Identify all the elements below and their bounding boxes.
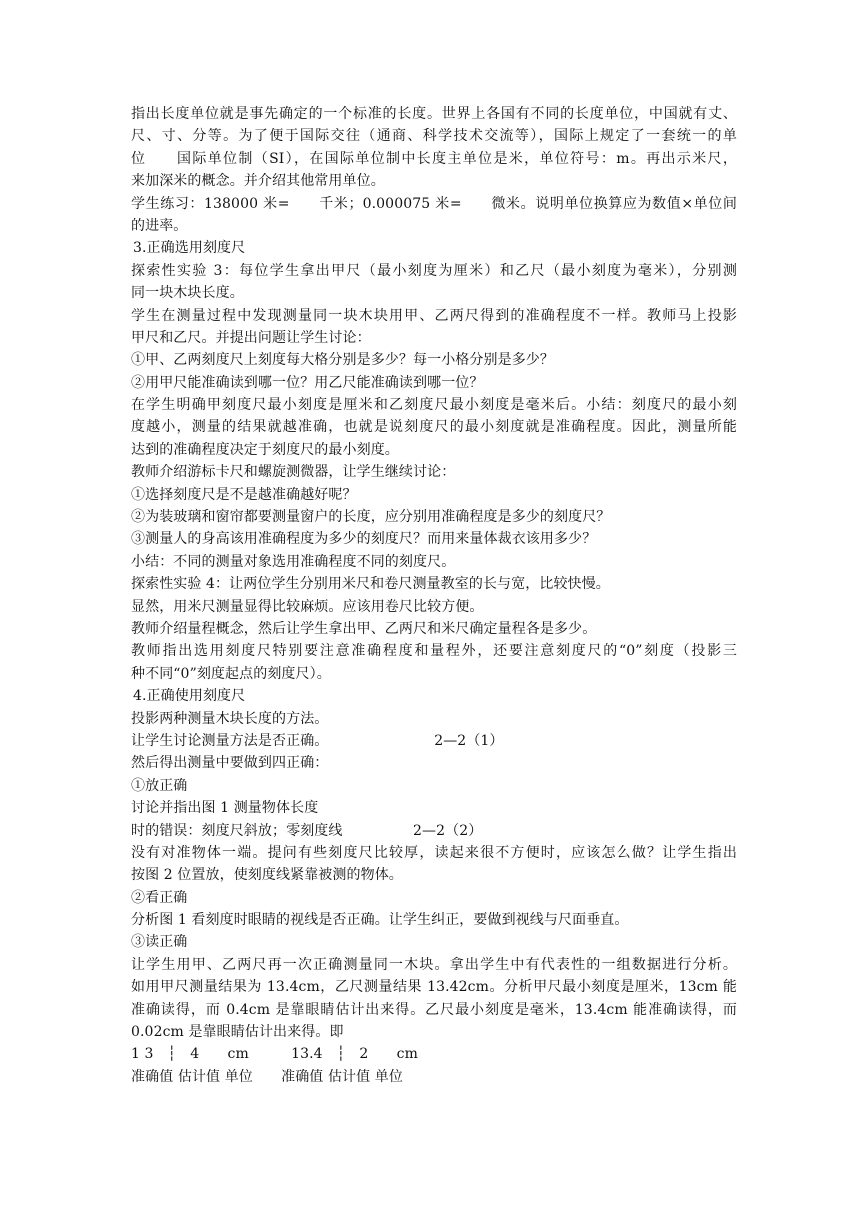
paragraph-line: 学生在测量过程中发现测量同一块木块用甲、乙两尺得到的准确程度不一样。教师马上投影 [131,307,737,324]
paragraph-line: 分析图 1 看刻度时眼睛的视线是否正确。让学生纠正，要做到视线与尺面垂直。 [131,912,629,929]
paragraph-line: 让学生讨论测量方法是否正确。 2—2（1） [131,732,504,749]
paragraph-line: ②为装玻璃和窗帘都要测量窗户的长度，应分别用准确程度是多少的刻度尺？ [131,509,611,526]
paragraph-line: 小结：不同的测量对象选用准确程度不同的刻度尺。 [131,553,456,570]
reading-breakdown-labels: 准确值 估计值 单位 准确值 估计值 单位 [131,1068,403,1085]
paragraph-line: 按图 2 位置放，使刻度线紧靠被测的物体。 [131,867,403,884]
paragraph-line: ①放正确 [131,777,188,794]
paragraph-line: 来加深米的概念。并介绍其他常用单位。 [131,173,385,190]
paragraph-line: 然后得出测量中要做到四正确： [131,755,329,772]
paragraph-line: 指出长度单位就是事先确定的一个标准的长度。世界上各国有不同的长度单位，中国就有丈、 [131,106,737,122]
paragraph-line: 学生练习：138000 米= 千米；0.000075 米= 微米。说明单位换算应为数值×单位间 [131,195,737,212]
paragraph-line: 达到的准确程度决定于刻度尺的最小刻度。 [131,441,399,458]
paragraph-line: 教师介绍量程概念，然后让学生拿出甲、乙两尺和米尺确定量程各是多少。 [131,620,597,637]
paragraph-line: 度越小，测量的结果就越准确，也就是说刻度尺的最小刻度就是准确程度。因此，测量所能 [131,419,737,436]
paragraph-line: 显然，用米尺测量显得比较麻烦。应该用卷尺比较方便。 [131,598,484,615]
paragraph-line: 尺、寸、分等。为了便于国际交往（通商、科学技术交流等），国际上规定了一套统一的单 [131,128,737,145]
paragraph-line: 让学生用甲、乙两尺再一次正确测量同一木块。拿出学生中有代表性的一组数据进行分析。 [131,956,737,973]
paragraph-line: 时的错误：刻度尺斜放；零刻度线 2—2（2） [131,822,483,839]
paragraph-line: ②看正确 [131,889,188,906]
paragraph-line: 准确读得，而 0.4cm 是靠眼睛估计出来得。乙尺最小刻度是毫米，13.4cm 能准确读得，而 [131,1001,737,1018]
paragraph-line: 教师指出选用刻度尺特别要注意准确程度和量程外，还要注意刻度尺的“0”刻度（投影三 [131,643,737,660]
paragraph-line: 投影两种测量木块长度的方法。 [131,710,329,727]
reading-breakdown-values: 1 3 ┆ 4 cm 13.4 ┆ 2 cm [131,1046,418,1063]
paragraph-line: 在学生明确甲刻度尺最小刻度是厘米和乙刻度尺最小刻度是毫米后。小结：刻度尺的最小刻 [131,397,737,414]
paragraph-line: 探索性实验 3：每位学生拿出甲尺（最小刻度为厘米）和乙尺（最小刻度为毫米），分别测 [131,262,737,279]
paragraph-line: 同一块木块长度。 [131,285,244,302]
paragraph-line: 教师介绍游标卡尺和螺旋测微器，让学生继续讨论： [131,464,456,481]
paragraph-line: 如用甲尺测量结果为 13.4cm，乙尺测量结果 13.42cm。分析甲尺最小刻度是厘米，13cm 能 [131,979,737,996]
section-heading: 4.正确使用刻度尺 [133,688,246,705]
paragraph-line: ③读正确 [131,934,188,951]
paragraph-line: ①甲、乙两刻度尺上刻度每大格分别是多少？每一小格分别是多少？ [131,352,554,369]
paragraph-line: 种不同“0”刻度起点的刻度尺）。 [131,665,331,682]
paragraph-line: ②用甲尺能准确读到哪一位？用乙尺能准确读到哪一位？ [131,374,484,391]
paragraph-line: 探索性实验 4：让两位学生分别用米尺和卷尺测量教室的长与宽，比较快慢。 [131,576,610,593]
document-page [131,103,737,1088]
paragraph-line: ①选择刻度尺是不是越准确越好呢？ [131,486,357,503]
paragraph-line: ③测量人的身高该用准确程度为多少的刻度尺？而用来量体裁衣该用多少？ [131,531,597,548]
paragraph-line: 0.02cm 是靠眼睛估计出来得。即 [131,1024,344,1041]
paragraph-line: 位 国际单位制（SI），在国际单位制中长度主单位是米，单位符号：m。再出示米尺， [131,150,737,167]
paragraph-line: 的进率。 [131,217,188,234]
paragraph-line: 甲尺和乙尺。并提出问题让学生讨论： [131,329,371,346]
section-heading: 3.正确选用刻度尺 [133,240,246,257]
paragraph-line: 讨论并指出图 1 测量物体长度 [131,800,319,817]
paragraph-line: 没有对准物体一端。提问有些刻度尺比较厚，读起来很不方便时，应该怎么做？让学生指出 [131,844,737,861]
